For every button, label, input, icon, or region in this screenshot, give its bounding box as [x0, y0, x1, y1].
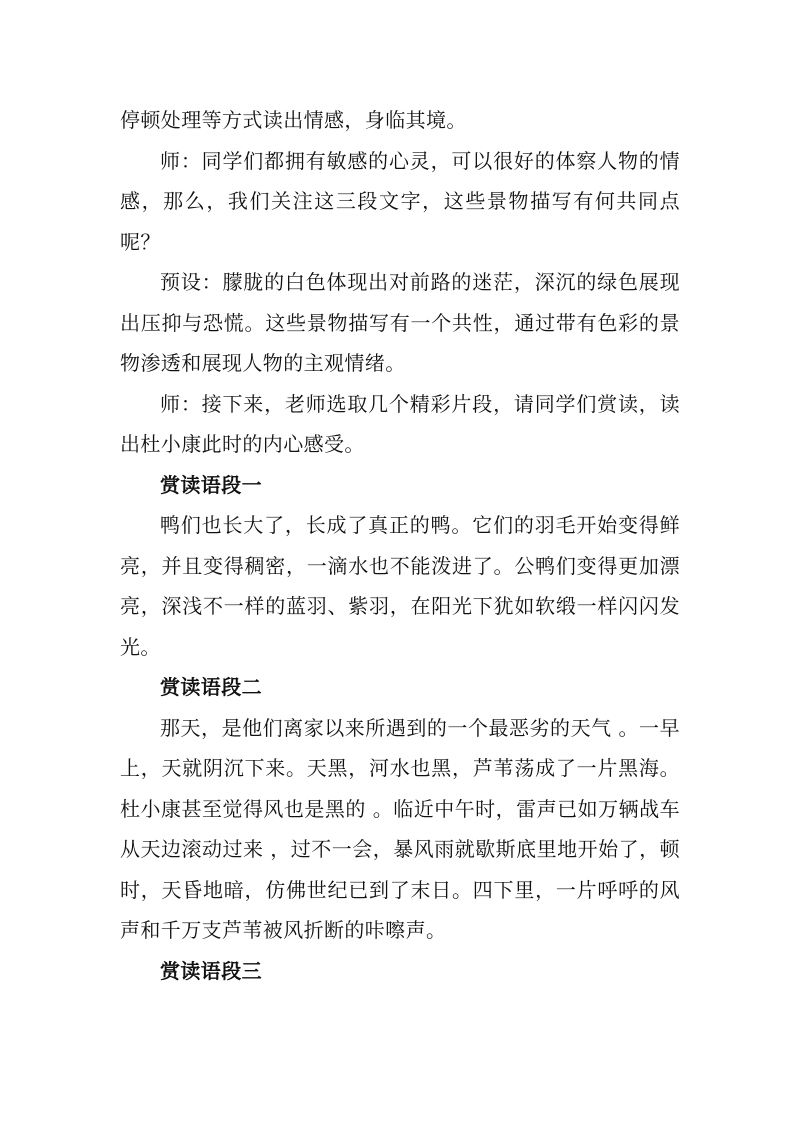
document-body [120, 100, 680, 991]
paragraph-teacher-question: 师：同学们都拥有敏感的心灵，可以很好的体察人物的情感，那么，我们关注这三段文字，这些景物描写有何共同点呢？ [120, 148, 680, 254]
section-heading-3: 赏读语段三 [160, 958, 262, 983]
paragraph-teacher-instruction: 师：接下来，老师选取几个精彩片段，请同学们赏读，读出杜小康此时的内心感受。 [120, 391, 680, 456]
paragraph-preset-answer: 预设：朦胧的白色体现出对前路的迷茫，深沉的绿色展现出压抑与恐慌。这些景物描写有一个共性，通过带有色彩的景物渗透和展现人物的主观情绪。 [120, 270, 680, 375]
section-heading-1: 赏读语段一 [160, 472, 262, 497]
section-heading-2: 赏读语段二 [160, 675, 262, 699]
paragraph-excerpt-2: 那天，是他们离家以来所遇到的一个最恶劣的天气 。一早上，天就阴沉下来。天黑，河水也黑，芦苇荡成了一片黑海。杜小康甚至觉得风也是黑的 。临近中午时，雷声已如万辆战车从天边滚动过来 ，过不一会，暴风雨就歇斯底里地开始了，顿时，天昏地暗，仿佛世纪已到了末日。四下里，一片呼呼的风声和千万支芦苇被风折断的咔嚓声。 [120, 715, 680, 942]
paragraph-excerpt-1: 鸭们也长大了，长成了真正的鸭。它们的羽毛开始变得鲜亮，并且变得稠密，一滴水也不能泼进了。公鸭们变得更加漂亮，深浅不一样的蓝羽、紫羽，在阳光下犹如软缎一样闪闪发光。 [120, 513, 680, 659]
paragraph-continuation: 停顿处理等方式读出情感，身临其境。 [120, 108, 467, 132]
